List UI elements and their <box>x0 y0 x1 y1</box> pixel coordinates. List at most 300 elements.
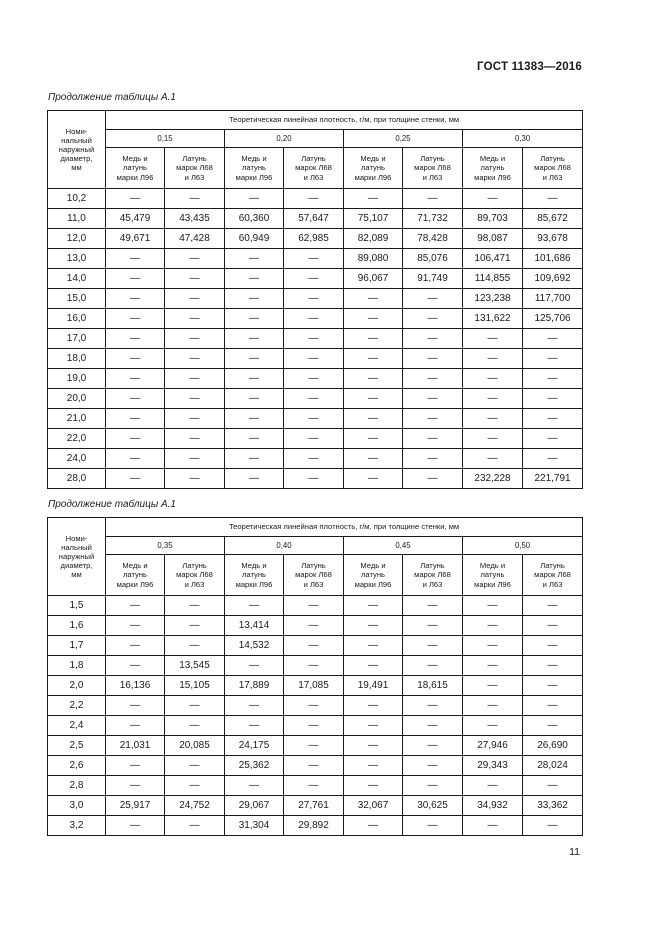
density-value-cell: 114,855 <box>463 269 523 289</box>
density-value-cell: — <box>165 616 225 636</box>
density-value-cell: — <box>344 696 403 716</box>
density-value-cell: — <box>344 469 403 489</box>
density-value-cell: — <box>106 329 165 349</box>
density-value-cell: 20,085 <box>165 736 225 756</box>
density-table-1 <box>47 110 583 489</box>
density-value-cell: — <box>403 369 463 389</box>
density-value-cell: — <box>225 189 284 209</box>
density-value-cell: — <box>523 676 583 696</box>
density-value-cell: — <box>523 596 583 616</box>
density-value-cell: — <box>523 449 583 469</box>
density-value-cell: 109,692 <box>523 269 583 289</box>
density-value-cell: 27,761 <box>284 796 344 816</box>
density-value-cell: — <box>106 776 165 796</box>
density-value-cell: — <box>344 816 403 836</box>
density-value-cell: — <box>225 409 284 429</box>
density-value-cell: 91,749 <box>403 269 463 289</box>
table-row <box>48 776 583 796</box>
table-row <box>48 656 583 676</box>
density-value-cell: 106,471 <box>463 249 523 269</box>
density-value-cell: — <box>403 816 463 836</box>
density-header-title: Теоретическая линейная плотность, г/м, при толщине стенки, мм <box>106 111 583 130</box>
density-value-cell: — <box>284 329 344 349</box>
density-value-cell: — <box>284 189 344 209</box>
density-value-cell: — <box>284 309 344 329</box>
table-row <box>48 329 583 349</box>
density-value-cell: — <box>165 696 225 716</box>
density-value-cell: — <box>463 189 523 209</box>
diameter-cell: 2,0 <box>48 676 106 696</box>
thickness-header: 0,15 <box>106 130 225 148</box>
material-header: Медь и латунь марки Л96 <box>463 555 523 596</box>
density-value-cell: — <box>106 189 165 209</box>
density-value-cell: — <box>106 469 165 489</box>
density-value-cell: — <box>225 449 284 469</box>
table-row <box>48 696 583 716</box>
density-value-cell: 117,700 <box>523 289 583 309</box>
material-header: Латунь марок Л68 и Л63 <box>284 555 344 596</box>
density-value-cell: — <box>523 656 583 676</box>
material-header: Латунь марок Л68 и Л63 <box>523 555 583 596</box>
density-value-cell: — <box>463 449 523 469</box>
diameter-cell: 17,0 <box>48 329 106 349</box>
density-value-cell: — <box>165 289 225 309</box>
density-value-cell: — <box>225 349 284 369</box>
density-value-cell: 13,545 <box>165 656 225 676</box>
table-row <box>48 449 583 469</box>
density-value-cell: — <box>523 696 583 716</box>
table-row <box>48 816 583 836</box>
diameter-cell: 24,0 <box>48 449 106 469</box>
density-value-cell: — <box>284 449 344 469</box>
density-value-cell: 78,428 <box>403 229 463 249</box>
table-caption: Продолжение таблицы А.1 <box>48 499 176 510</box>
density-value-cell: 25,917 <box>106 796 165 816</box>
density-value-cell: — <box>106 289 165 309</box>
diameter-cell: 1,8 <box>48 656 106 676</box>
density-value-cell: — <box>284 289 344 309</box>
thickness-header: 0,30 <box>463 130 583 148</box>
density-value-cell: — <box>344 616 403 636</box>
density-value-cell: 93,678 <box>523 229 583 249</box>
density-value-cell: 14,532 <box>225 636 284 656</box>
table-row <box>48 269 583 289</box>
density-value-cell: 62,985 <box>284 229 344 249</box>
density-value-cell: — <box>284 616 344 636</box>
density-value-cell: — <box>106 369 165 389</box>
density-value-cell: 82,089 <box>344 229 403 249</box>
table-row <box>48 209 583 229</box>
thickness-header: 0,45 <box>344 537 463 555</box>
density-value-cell: — <box>403 656 463 676</box>
density-value-cell: — <box>463 696 523 716</box>
density-value-cell: — <box>284 716 344 736</box>
density-value-cell: 16,136 <box>106 676 165 696</box>
table-row <box>48 756 583 776</box>
density-value-cell: — <box>225 389 284 409</box>
density-value-cell: 21,031 <box>106 736 165 756</box>
density-value-cell: — <box>106 656 165 676</box>
density-value-cell: — <box>225 249 284 269</box>
table-row <box>48 736 583 756</box>
diameter-cell: 10,2 <box>48 189 106 209</box>
density-value-cell: — <box>225 429 284 449</box>
density-value-cell: — <box>344 429 403 449</box>
table-row <box>48 289 583 309</box>
density-value-cell: — <box>523 389 583 409</box>
density-value-cell: 18,615 <box>403 676 463 696</box>
table-row <box>48 716 583 736</box>
density-value-cell: — <box>284 596 344 616</box>
diameter-cell: 2,5 <box>48 736 106 756</box>
density-value-cell: 31,304 <box>225 816 284 836</box>
density-value-cell: — <box>403 289 463 309</box>
density-value-cell: 96,067 <box>344 269 403 289</box>
diameter-cell: 1,7 <box>48 636 106 656</box>
density-value-cell: 26,690 <box>523 736 583 756</box>
density-value-cell: — <box>165 189 225 209</box>
density-value-cell: — <box>523 716 583 736</box>
density-value-cell: 33,362 <box>523 796 583 816</box>
density-value-cell: 101,686 <box>523 249 583 269</box>
density-value-cell: 49,671 <box>106 229 165 249</box>
diameter-cell: 3,2 <box>48 816 106 836</box>
density-value-cell: — <box>403 776 463 796</box>
density-value-cell: — <box>463 329 523 349</box>
density-value-cell: 28,024 <box>523 756 583 776</box>
density-value-cell: — <box>344 776 403 796</box>
thickness-header: 0,40 <box>225 537 344 555</box>
density-value-cell: 47,428 <box>165 229 225 249</box>
density-value-cell: — <box>284 409 344 429</box>
density-value-cell: — <box>225 656 284 676</box>
density-value-cell: — <box>225 596 284 616</box>
density-value-cell: 125,706 <box>523 309 583 329</box>
density-value-cell: — <box>403 389 463 409</box>
material-header: Медь и латунь марки Л96 <box>225 148 284 189</box>
density-value-cell: — <box>106 269 165 289</box>
density-value-cell: — <box>106 349 165 369</box>
density-value-cell: — <box>463 636 523 656</box>
diameter-cell: 16,0 <box>48 309 106 329</box>
density-value-cell: — <box>284 369 344 389</box>
density-value-cell: 19,491 <box>344 676 403 696</box>
diameter-cell: 13,0 <box>48 249 106 269</box>
density-value-cell: — <box>106 596 165 616</box>
density-value-cell: — <box>523 776 583 796</box>
density-value-cell: — <box>463 656 523 676</box>
page-number: 11 <box>569 846 580 858</box>
density-value-cell: 15,105 <box>165 676 225 696</box>
thickness-header: 0,20 <box>225 130 344 148</box>
density-value-cell: 60,360 <box>225 209 284 229</box>
diameter-column-header: Номи- нальный наружный диаметр, мм <box>48 111 106 189</box>
table-caption: Продолжение таблицы А.1 <box>48 92 176 103</box>
density-value-cell: 24,752 <box>165 796 225 816</box>
density-value-cell: — <box>225 776 284 796</box>
density-value-cell: — <box>403 349 463 369</box>
density-value-cell: 30,625 <box>403 796 463 816</box>
density-value-cell: 89,703 <box>463 209 523 229</box>
material-header: Медь и латунь марки Л96 <box>106 148 165 189</box>
density-value-cell: 57,647 <box>284 209 344 229</box>
density-value-cell: — <box>523 816 583 836</box>
density-value-cell: — <box>523 616 583 636</box>
diameter-cell: 19,0 <box>48 369 106 389</box>
density-value-cell: — <box>403 696 463 716</box>
table-row <box>48 676 583 696</box>
density-value-cell: — <box>403 469 463 489</box>
density-value-cell: — <box>403 429 463 449</box>
density-value-cell: 89,080 <box>344 249 403 269</box>
density-value-cell: — <box>165 409 225 429</box>
density-value-cell: — <box>344 756 403 776</box>
density-value-cell: — <box>403 596 463 616</box>
density-value-cell: — <box>165 309 225 329</box>
density-value-cell: 85,076 <box>403 249 463 269</box>
material-header: Латунь марок Л68 и Л63 <box>403 555 463 596</box>
density-value-cell: — <box>165 776 225 796</box>
density-value-cell: 232,228 <box>463 469 523 489</box>
density-value-cell: — <box>106 616 165 636</box>
density-value-cell: — <box>403 449 463 469</box>
diameter-cell: 2,8 <box>48 776 106 796</box>
density-value-cell: 29,343 <box>463 756 523 776</box>
material-header: Медь и латунь марки Л96 <box>344 148 403 189</box>
density-value-cell: — <box>403 409 463 429</box>
diameter-cell: 3,0 <box>48 796 106 816</box>
density-value-cell: 34,932 <box>463 796 523 816</box>
density-value-cell: — <box>106 429 165 449</box>
density-value-cell: — <box>106 449 165 469</box>
material-header: Медь и латунь марки Л96 <box>463 148 523 189</box>
density-value-cell: — <box>106 636 165 656</box>
density-value-cell: — <box>403 616 463 636</box>
material-header: Латунь марок Л68 и Л63 <box>165 555 225 596</box>
density-value-cell: — <box>344 349 403 369</box>
density-value-cell: 85,672 <box>523 209 583 229</box>
density-value-cell: — <box>165 369 225 389</box>
density-value-cell: — <box>165 469 225 489</box>
density-value-cell: — <box>463 596 523 616</box>
density-value-cell: — <box>463 616 523 636</box>
density-value-cell: — <box>344 309 403 329</box>
density-value-cell: — <box>106 696 165 716</box>
density-value-cell: — <box>165 349 225 369</box>
material-header: Медь и латунь марки Л96 <box>106 555 165 596</box>
density-value-cell: 24,175 <box>225 736 284 756</box>
diameter-cell: 11,0 <box>48 209 106 229</box>
density-value-cell: — <box>344 736 403 756</box>
density-value-cell: 17,889 <box>225 676 284 696</box>
density-value-cell: — <box>463 429 523 449</box>
density-value-cell: — <box>403 189 463 209</box>
density-value-cell: 17,085 <box>284 676 344 696</box>
density-header-title: Теоретическая линейная плотность, г/м, при толщине стенки, мм <box>106 518 583 537</box>
density-value-cell: — <box>403 736 463 756</box>
material-header: Латунь марок Л68 и Л63 <box>523 148 583 189</box>
diameter-cell: 20,0 <box>48 389 106 409</box>
table-row <box>48 309 583 329</box>
table-row <box>48 189 583 209</box>
density-value-cell: 29,892 <box>284 816 344 836</box>
density-value-cell: — <box>165 596 225 616</box>
density-value-cell: — <box>344 636 403 656</box>
density-value-cell: — <box>106 716 165 736</box>
table-row <box>48 229 583 249</box>
density-value-cell: — <box>165 636 225 656</box>
material-header: Медь и латунь марки Л96 <box>344 555 403 596</box>
table-row <box>48 469 583 489</box>
density-value-cell: — <box>344 189 403 209</box>
density-value-cell: — <box>403 756 463 776</box>
density-value-cell: — <box>225 716 284 736</box>
density-value-cell: — <box>463 676 523 696</box>
density-value-cell: — <box>344 596 403 616</box>
density-value-cell: — <box>225 289 284 309</box>
density-value-cell: — <box>225 469 284 489</box>
table-row <box>48 616 583 636</box>
density-value-cell: 32,067 <box>344 796 403 816</box>
thickness-header: 0,50 <box>463 537 583 555</box>
density-value-cell: — <box>284 469 344 489</box>
density-value-cell: 131,622 <box>463 309 523 329</box>
diameter-cell: 1,6 <box>48 616 106 636</box>
density-value-cell: — <box>523 349 583 369</box>
density-value-cell: — <box>344 389 403 409</box>
diameter-cell: 28,0 <box>48 469 106 489</box>
document-header: ГОСТ 11383—2016 <box>477 61 582 73</box>
density-value-cell: 75,107 <box>344 209 403 229</box>
thickness-header: 0,35 <box>106 537 225 555</box>
density-value-cell: — <box>225 309 284 329</box>
density-value-cell: — <box>463 389 523 409</box>
density-value-cell: — <box>284 349 344 369</box>
density-value-cell: — <box>284 776 344 796</box>
density-value-cell: 25,362 <box>225 756 284 776</box>
density-value-cell: — <box>403 716 463 736</box>
density-value-cell: — <box>284 696 344 716</box>
density-value-cell: — <box>403 329 463 349</box>
density-value-cell: — <box>106 816 165 836</box>
density-value-cell: — <box>284 656 344 676</box>
density-value-cell: — <box>523 409 583 429</box>
diameter-cell: 2,2 <box>48 696 106 716</box>
diameter-cell: 1,5 <box>48 596 106 616</box>
density-value-cell: — <box>225 696 284 716</box>
density-value-cell: — <box>225 269 284 289</box>
density-value-cell: — <box>225 329 284 349</box>
density-value-cell: — <box>463 349 523 369</box>
density-value-cell: — <box>463 369 523 389</box>
density-value-cell: 98,087 <box>463 229 523 249</box>
density-value-cell: — <box>284 389 344 409</box>
density-value-cell: — <box>463 776 523 796</box>
density-value-cell: — <box>344 369 403 389</box>
density-value-cell: — <box>344 409 403 429</box>
density-value-cell: — <box>344 716 403 736</box>
density-value-cell: — <box>165 449 225 469</box>
density-value-cell: — <box>165 389 225 409</box>
table-row <box>48 429 583 449</box>
density-value-cell: 45,479 <box>106 209 165 229</box>
diameter-cell: 21,0 <box>48 409 106 429</box>
table-row <box>48 349 583 369</box>
density-value-cell: 43,435 <box>165 209 225 229</box>
thickness-header: 0,25 <box>344 130 463 148</box>
density-value-cell: — <box>463 716 523 736</box>
density-value-cell: — <box>106 309 165 329</box>
diameter-cell: 18,0 <box>48 349 106 369</box>
density-value-cell: 13,414 <box>225 616 284 636</box>
density-value-cell: — <box>165 329 225 349</box>
material-header: Медь и латунь марки Л96 <box>225 555 284 596</box>
density-value-cell: 60,949 <box>225 229 284 249</box>
density-value-cell: — <box>463 409 523 429</box>
density-value-cell: — <box>523 189 583 209</box>
density-value-cell: — <box>165 816 225 836</box>
density-value-cell: — <box>106 249 165 269</box>
density-value-cell: — <box>284 429 344 449</box>
table-row <box>48 389 583 409</box>
diameter-cell: 12,0 <box>48 229 106 249</box>
diameter-cell: 2,4 <box>48 716 106 736</box>
density-value-cell: — <box>403 309 463 329</box>
diameter-cell: 2,6 <box>48 756 106 776</box>
density-value-cell: — <box>344 656 403 676</box>
material-header: Латунь марок Л68 и Л63 <box>165 148 225 189</box>
material-header: Латунь марок Л68 и Л63 <box>403 148 463 189</box>
density-value-cell: 27,946 <box>463 736 523 756</box>
density-value-cell: — <box>106 409 165 429</box>
density-value-cell: — <box>403 636 463 656</box>
density-value-cell: — <box>523 329 583 349</box>
density-value-cell: — <box>106 756 165 776</box>
density-value-cell: — <box>165 249 225 269</box>
diameter-cell: 22,0 <box>48 429 106 449</box>
density-value-cell: 123,238 <box>463 289 523 309</box>
density-value-cell: — <box>523 369 583 389</box>
table-row <box>48 249 583 269</box>
density-value-cell: — <box>165 429 225 449</box>
diameter-cell: 14,0 <box>48 269 106 289</box>
density-value-cell: 71,732 <box>403 209 463 229</box>
diameter-cell: 15,0 <box>48 289 106 309</box>
density-value-cell: 221,791 <box>523 469 583 489</box>
density-value-cell: — <box>165 269 225 289</box>
density-value-cell: — <box>106 389 165 409</box>
table-row <box>48 409 583 429</box>
density-table-2 <box>47 517 583 836</box>
table-row <box>48 369 583 389</box>
density-value-cell: — <box>523 429 583 449</box>
density-value-cell: — <box>284 736 344 756</box>
density-value-cell: — <box>165 756 225 776</box>
density-value-cell: — <box>284 269 344 289</box>
density-value-cell: — <box>165 716 225 736</box>
density-value-cell: — <box>344 289 403 309</box>
density-value-cell: — <box>344 329 403 349</box>
density-value-cell: — <box>523 636 583 656</box>
density-value-cell: — <box>284 249 344 269</box>
density-value-cell: — <box>344 449 403 469</box>
table-row <box>48 796 583 816</box>
density-value-cell: — <box>463 816 523 836</box>
density-value-cell: — <box>225 369 284 389</box>
density-value-cell: 29,067 <box>225 796 284 816</box>
diameter-column-header: Номи- нальный наружный диаметр, мм <box>48 518 106 596</box>
table-row <box>48 636 583 656</box>
